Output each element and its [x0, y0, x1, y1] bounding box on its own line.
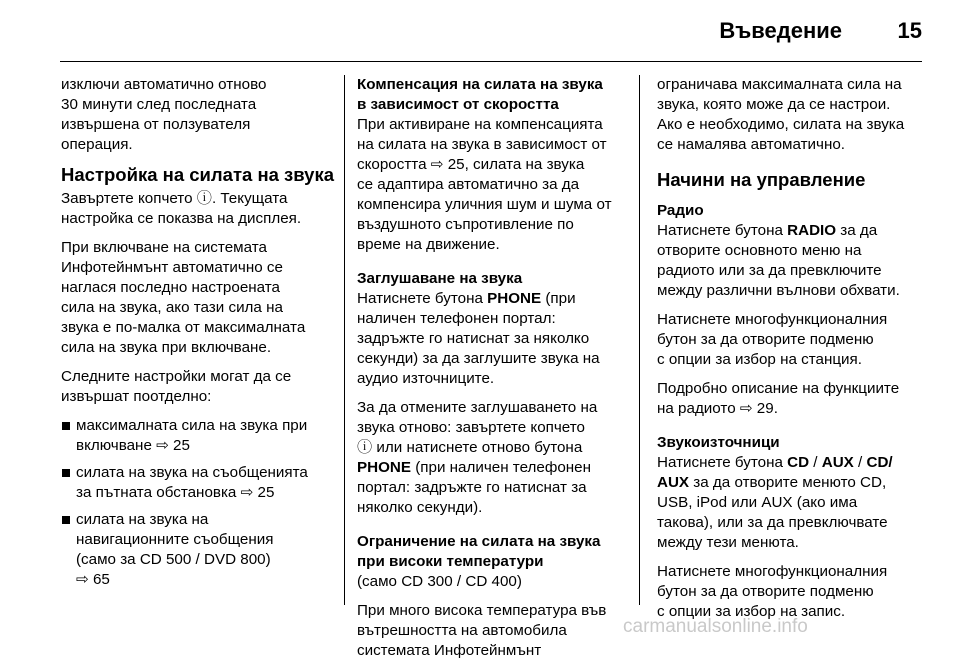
radio-button-label: RADIO — [787, 222, 837, 239]
page-header — [0, 0, 960, 60]
paragraph: При много висока температура във вътрешността на автомобила системата Инфотейнмънт — [357, 602, 607, 659]
list-item: максималната сила на звука при включване ⇨ 25 — [61, 416, 333, 456]
phone-button-label: PHONE — [487, 290, 542, 307]
section-title: Въведение — [719, 18, 842, 43]
cd-button-label: CD — [787, 454, 810, 471]
page-number: 15 — [897, 18, 922, 43]
column-2 — [357, 75, 629, 670]
paragraph: ограничава максималната сила на звука, която може да се настрои. Ако е необходимо, силата на звука се намалява автоматично. — [657, 76, 905, 153]
subheading: Компенсация на силата на звука в зависимост от скоростта — [357, 76, 603, 113]
column-divider — [344, 75, 345, 605]
column-3 — [657, 75, 929, 631]
paragraph: Натиснете многофункционалния бутон за да отворите подменю с опции за избор на запис. — [657, 563, 888, 620]
watermark: carmanualsonline.info — [623, 616, 808, 637]
column-divider — [639, 75, 640, 605]
list-item: силата на звука на съобщенията за пътната обстановка ⇨ 25 — [61, 463, 333, 503]
paragraph: Натиснете многофункционалния бутон за да отворите подменю с опции за избор на станция. — [657, 311, 888, 368]
bullet-icon — [62, 422, 70, 430]
aux-button-label: AUX — [821, 454, 854, 471]
cd-aux-button-label: CD/ — [866, 454, 893, 471]
cd-aux-button-label: AUX — [657, 474, 690, 491]
header-rule — [60, 61, 922, 62]
paragraph: При включване на системата Инфотейнмънт автоматично се наглася последно настроената сила на звука, ако тази сила на звука е по-малка от максималната сила на звука при включване. — [61, 239, 306, 356]
paragraph: (само CD 300 / CD 400) — [357, 573, 522, 590]
paragraph: При активиране на компенсацията на силата на звука в зависимост от скоростта ⇨ 25, силата на звука се адаптира автоматично за да компенсира уличния шум и шума от въздушното съпротивление по време на движение. — [357, 116, 612, 253]
paragraph: За да отмените заглушаването на звука отново: завъртете копчето ⓘ или натиснете отново бутона PHONE (при наличен телефонен портал: задръжте го натиснат за няколко секунди). — [357, 399, 598, 516]
phone-button-label: PHONE — [357, 459, 412, 476]
paragraph: Натиснете бутона RADIO за да отворите основното меню на радиото или за да превключите между различни вълнови обхвати. — [657, 222, 900, 299]
volume-heading: Настройка на силата на звука — [61, 164, 335, 185]
subheading: Заглушаване на звука — [357, 270, 523, 287]
subheading: Ограничение на силата на звука при високи температури — [357, 533, 601, 570]
list-item: силата на звука на навигационните съобщения (само за CD 500 / DVD 800) ⇨ 65 — [61, 510, 333, 590]
column-1 — [61, 75, 333, 597]
paragraph: Следните настройки могат да се извършат поотделно: — [61, 368, 292, 405]
paragraph: Натиснете бутона PHONE (при наличен телефонен портал: задръжте го натиснат за няколко секунди) за да заглушите звука на аудио източниците. — [357, 290, 600, 387]
paragraph: Натиснете бутона CD / AUX / CD/ AUX за да отворите менюто CD, USB, iPod или AUX (ако има такова), или за да превключвате между тези менюта. — [657, 454, 893, 551]
subheading: Звукоизточници — [657, 434, 780, 451]
intro-paragraph: изключи автоматично отново 30 минути след последната извършена от ползувателя операция. — [61, 76, 267, 153]
bullet-icon — [62, 516, 70, 524]
paragraph: Подробно описание на функциите на радиото ⇨ 29. — [657, 380, 900, 417]
paragraph: Завъртете копчето ⓘ. Текущата настройка се показва на дисплея. — [61, 190, 302, 227]
controls-heading: Начини на управление — [657, 169, 866, 190]
subheading: Радио — [657, 202, 704, 219]
bullet-icon — [62, 469, 70, 477]
